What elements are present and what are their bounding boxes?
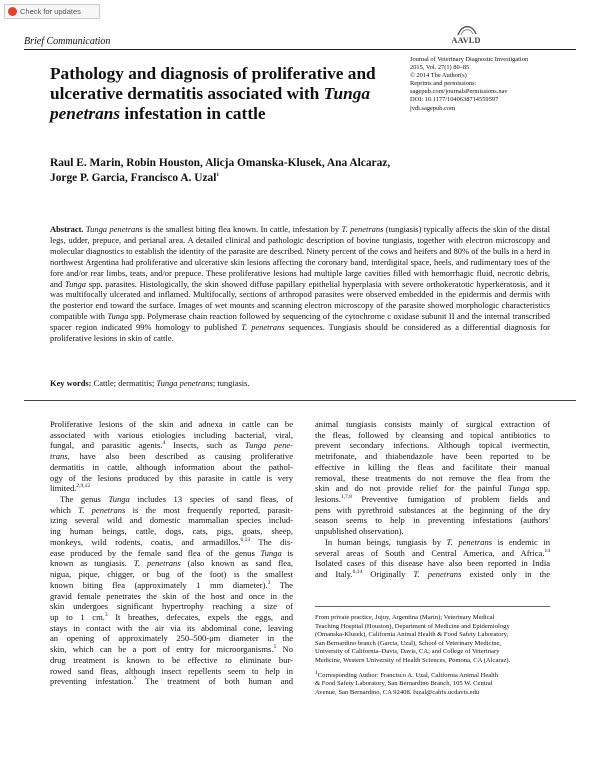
affiliation-line: From private practice, Jujuy, Argentina (Marin); Veterinary Medical (315, 614, 495, 621)
body-line: trans, have also been described as causing proliferative (50, 451, 293, 462)
article-title: Pathology and diagnosis of proliferative and ulcerative dermatitis associated with Tunga penetrans infestation in cattle (50, 64, 376, 123)
body-line: several areas of South and Central America, and Africa.$^{14}$ (315, 547, 550, 558)
body-line: Isolated cases of this disease have also been reported in India (315, 558, 550, 569)
body-line: nigua, pique, chigger, or bug of the foot) is the smallest (50, 569, 293, 580)
body-line: and Italy.$^{6,14}$ Originally T. penetrans existed only in the (315, 569, 551, 580)
body-line: ogy of the lesions produced by this parasite in cattle is very (50, 472, 293, 483)
body-line: lesions.$^{1,7,8}$ Preventive fumigation of problem fields and (315, 494, 550, 505)
journal-volume: 2015, Vol. 27(1) 80–85 (410, 64, 470, 72)
body-line: stays in contact with the air via its abdominal cone, leaving (50, 622, 293, 633)
header-divider (24, 49, 576, 50)
body-line: known biting flea (approximately 1 mm diameter).$^3$ The (50, 579, 293, 590)
body-line: metrifonate, and thiabendazole have been reported to be (315, 451, 550, 462)
affiliation-line: Medicine, Western University of Health Sciences, Pomona, CA (Alcaraz). (315, 656, 511, 664)
body-line: monkeys, wild rodents, coatis, and armadillos.$^{6,13}$ The dis- (50, 536, 293, 547)
body-line: The genus Tunga includes 13 species of sand fleas, of (60, 494, 293, 505)
body-line: rowed sand fleas, although insect repellents seem to help in (50, 665, 293, 676)
authors-line-2: Jorge P. Garcia, Francisco A. Uzal$^1$ (50, 171, 220, 184)
body-line: season seems to help in preventing infestations (authors' (315, 515, 550, 526)
body-line: skin and do not provide relief for the painful Tunga spp. (315, 483, 550, 494)
abstract-label: Abstract. (50, 224, 84, 234)
body-line: skin, which can be a port of entry for microorganisms.$^5$ No (50, 644, 293, 655)
corresponding-author: $^1$Corresponding Author: Francisco A. Uzal, California Animal Health (315, 669, 499, 679)
abstract-divider (24, 400, 576, 401)
body-line: ease produced by the female sand flea of the genus Tunga is (50, 547, 293, 558)
footnote-divider (315, 606, 550, 607)
affiliation-line: Teaching Hospital (Houston), Department of Medicine and Epidemiology (315, 622, 510, 630)
body-line: preventing infestation.$^7$ The treatment of both human and (50, 676, 293, 687)
body-line: which T. penetrans is the most frequently reported, parasit- (50, 504, 293, 515)
keywords: Key words: Cattle; dermatitis; Tunga penetrans; tungiasis. (50, 378, 250, 388)
author-list (50, 156, 490, 185)
body-line: izing several wild and domestic mammalian species includ- (50, 515, 293, 526)
body-line: limited.$^{2,9,12}$ (50, 483, 91, 494)
body-line: ing human beings, cattle, dogs, cats, pigs, goats, sheep, (50, 526, 293, 537)
body-line: Proliferative lesions of the skin and adnexa in cattle can be (50, 419, 293, 429)
body-line: dermatitis in cattle, although information about the pathol- (50, 461, 293, 472)
body-line: animal tungiasis consists mainly of surgical extraction of (315, 419, 550, 429)
body-line: removal, these treatments do not remove the flea from the (315, 472, 550, 483)
body-line: drug treatment is known to be effective to eliminate bur- (50, 654, 293, 665)
affiliation-notes (315, 614, 550, 697)
logo-text: AAVLD (451, 35, 481, 45)
body-line: gravid female penetrates the skin of the host and once in the (50, 590, 293, 601)
body-line: skin undergoes significant hypertrophy reaching a size of (50, 601, 293, 612)
abstract: Abstract. Tunga penetrans is the smallest biting flea known. In cattle, infestation by T. penetrans (tungiasis) typically affects the skin of the distal legs, udder, prepuce, and perianal area. A detailed clinical and pathologic description of bovine tungiasis, together with electron microscopy and molecular diagnostics to establish the identity of the parasite are described. Ninety percent of the cows and heifers and 80% of the bulls in a herd in northwest Argentina had proliferative and ulcerative skin lesions affecting the coronary band, interdigital space, heels, and rudimentary toes of the fore and/or rear limbs, teats, and/or prepuce. These proliferative lesions had multiple large cavities filled with hemorrhagic fluid, necrotic debris, and Tunga spp. parasites. Histologically, the skin showed diffuse papillary epithelial hyperplasia with severe orthokeratotic hyperkeratosis, and it was multifocally ulcerated and inflamed. Multifocally, sections of arthropod parasites were observed embedded in the epidermis and dermis with the posterior end toward the surface. Images of wet mounts and scanning electron microscopy of the parasite showed morphologic characteristics compatible with Tunga spp. Polymerase chain reaction followed by sequencing of the cytochrome c oxidase subunit II and the internal transcribed spacer region indicated 99% homology to published T. penetrans sequences. Tungiasis should be considered as a differential diagnosis for proliferative lesions in skin of cattle. (50, 224, 551, 344)
keywords-label: Key words: (50, 378, 92, 388)
journal-name: Journal of Veterinary Diagnostic Investigation (410, 56, 529, 63)
body-column-right (315, 419, 550, 580)
body-line: pens with pyrethroid substances at the beginning of the dry (315, 504, 550, 515)
body-line: In human beings, tungiasis by T. penetrans is endemic in (325, 536, 550, 547)
journal-permissions-link[interactable]: sagepub.com/journalsPermissions.nav (410, 88, 508, 96)
body-line: unpublished observation). (315, 526, 404, 537)
authors-line-1: Raul E. Marin, Robin Houston, Alicja Omanska-Klusek, Ana Alcaraz, (50, 157, 391, 169)
journal-doi[interactable]: DOI: 10.1177/1040638714559597 (410, 96, 499, 104)
body-line: fungal, and parasitic agents.$^4$ Insects, such as Tunga pene- (50, 440, 293, 451)
journal-copyright: © 2014 The Author(s) (410, 72, 467, 80)
journal-site-link[interactable]: jvdi.sagepub.com (410, 104, 456, 112)
journal-info (410, 56, 580, 113)
body-line: effective in killing the fleas and facilitate their manual (315, 461, 550, 472)
updates-icon (8, 7, 17, 16)
body-line: known as tungiasis. T. penetrans (also known as sand flea, (50, 558, 294, 569)
body-line: prevent secondary infections. Although topical ivermectin, (315, 440, 550, 451)
affiliation-line: (Omanska-Klusek), California Animal Health & Food Safety Laboratory, (315, 631, 509, 639)
corresponding-author-email[interactable]: Avenue, San Bernardino, CA 92408. fuzal@cahfs.ucdavis.edu (315, 688, 480, 696)
body-column-left (50, 419, 293, 687)
body-line: associated with various etiologies including bacterial, viral, (50, 429, 293, 440)
aavld-logo (428, 20, 504, 46)
section-label: Brief Communication (24, 36, 111, 47)
body-line: up to 1 cm.$^3$ It breathes, defecates, expels the eggs, and (50, 611, 293, 622)
body-line: the fleas, followed by cleansing and topical antibiotics to (315, 429, 550, 440)
check-for-updates-label: Check for updates (20, 7, 81, 16)
corresponding-author: & Food Safety Laboratory, San Bernardino Branch, 105 W. Central (315, 680, 493, 688)
body-line: an opening of approximately 250–500-μm diameter in the (50, 633, 293, 644)
affiliation-line: San Bernardino branch (Garcia, Uzal), School of Veterinary Medicine, (315, 639, 502, 647)
affiliation-line: University of California–Davis, Davis, CA; and College of Veterinary (315, 648, 500, 656)
check-for-updates-badge[interactable] (4, 4, 100, 19)
journal-reprints: Reprints and permissions: (410, 80, 477, 88)
